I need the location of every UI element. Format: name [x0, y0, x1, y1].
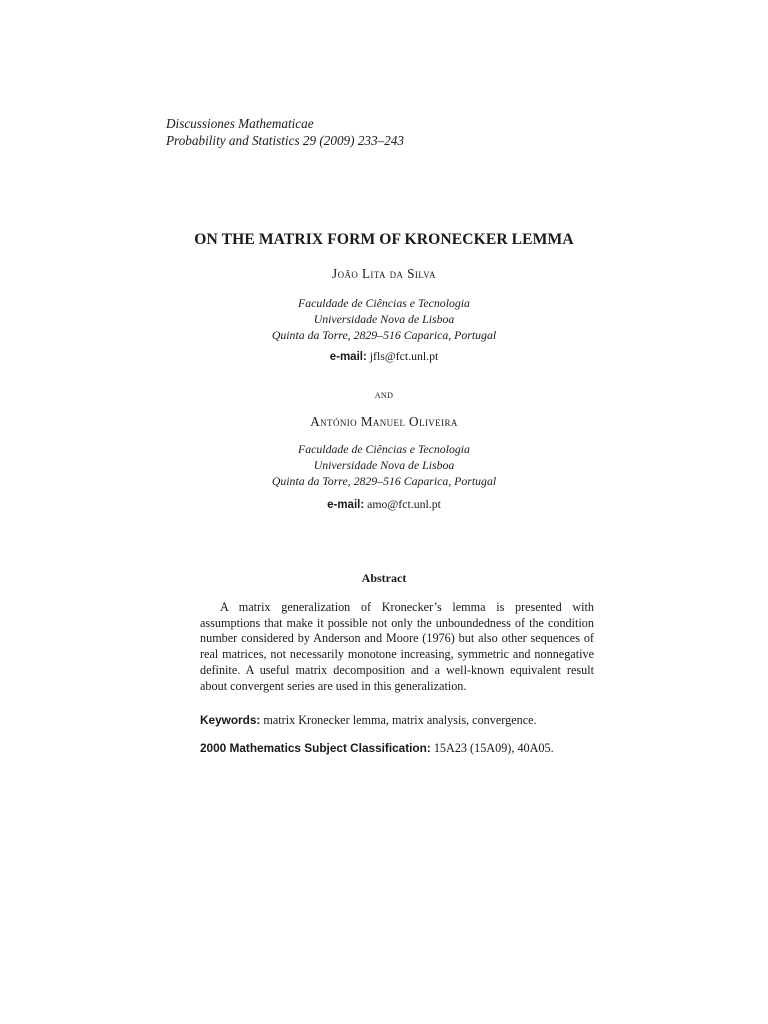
keywords-line: [200, 713, 620, 728]
author-name: João Lita da Silva: [332, 266, 436, 281]
email-address[interactable]: amo@fct.unl.pt: [367, 497, 441, 511]
author-name: António Manuel Oliveira: [310, 414, 458, 429]
affiliation-line: Universidade Nova de Lisboa: [313, 312, 455, 326]
author-affiliation: [0, 441, 768, 489]
author-affiliation: [0, 295, 768, 343]
journal-header: [166, 115, 404, 149]
abstract-text: A matrix generalization of Kronecker’s lemma is presented with assumptions that make it possible not only the unboundedness of the condition number considered by Anderson and Moore (1976) but also other sequences of real matrices, not necessarily monotone increasing, symmetric and nonnegative definite. A useful matrix decomposition and a well-known equivalent result about convergent series are used in this generalization.: [200, 600, 594, 693]
keywords-label: Keywords:: [200, 713, 261, 727]
paper-title: ON THE MATRIX FORM OF KRONECKER LEMMA: [194, 231, 574, 248]
msc-value: 15A23 (15A09), 40A05.: [433, 741, 554, 755]
journal-volume: Probability and Statistics 29 (2009) 233–243: [166, 133, 404, 148]
email-address[interactable]: jfls@fct.unl.pt: [369, 349, 439, 363]
email-label: e-mail:: [327, 499, 365, 511]
msc-line: [200, 741, 620, 756]
msc-label: 2000 Mathematics Subject Classification:: [200, 741, 431, 755]
email-label: e-mail:: [329, 351, 367, 363]
affiliation-line: Quinta da Torre, 2829–516 Caparica, Portugal: [271, 474, 497, 488]
keywords-value: matrix Kronecker lemma, matrix analysis, convergence.: [263, 713, 537, 727]
affiliation-line: Universidade Nova de Lisboa: [313, 458, 455, 472]
affiliation-line: Faculdade de Ciências e Tecnologia: [298, 296, 470, 310]
author-email: [0, 497, 768, 512]
author-email: [0, 349, 768, 364]
author-separator: and: [374, 387, 394, 401]
affiliation-line: Faculdade de Ciências e Tecnologia: [298, 442, 470, 456]
journal-name: Discussiones Mathematicae: [166, 116, 314, 131]
affiliation-line: Quinta da Torre, 2829–516 Caparica, Portugal: [271, 328, 497, 342]
abstract-heading: Abstract: [361, 571, 407, 585]
